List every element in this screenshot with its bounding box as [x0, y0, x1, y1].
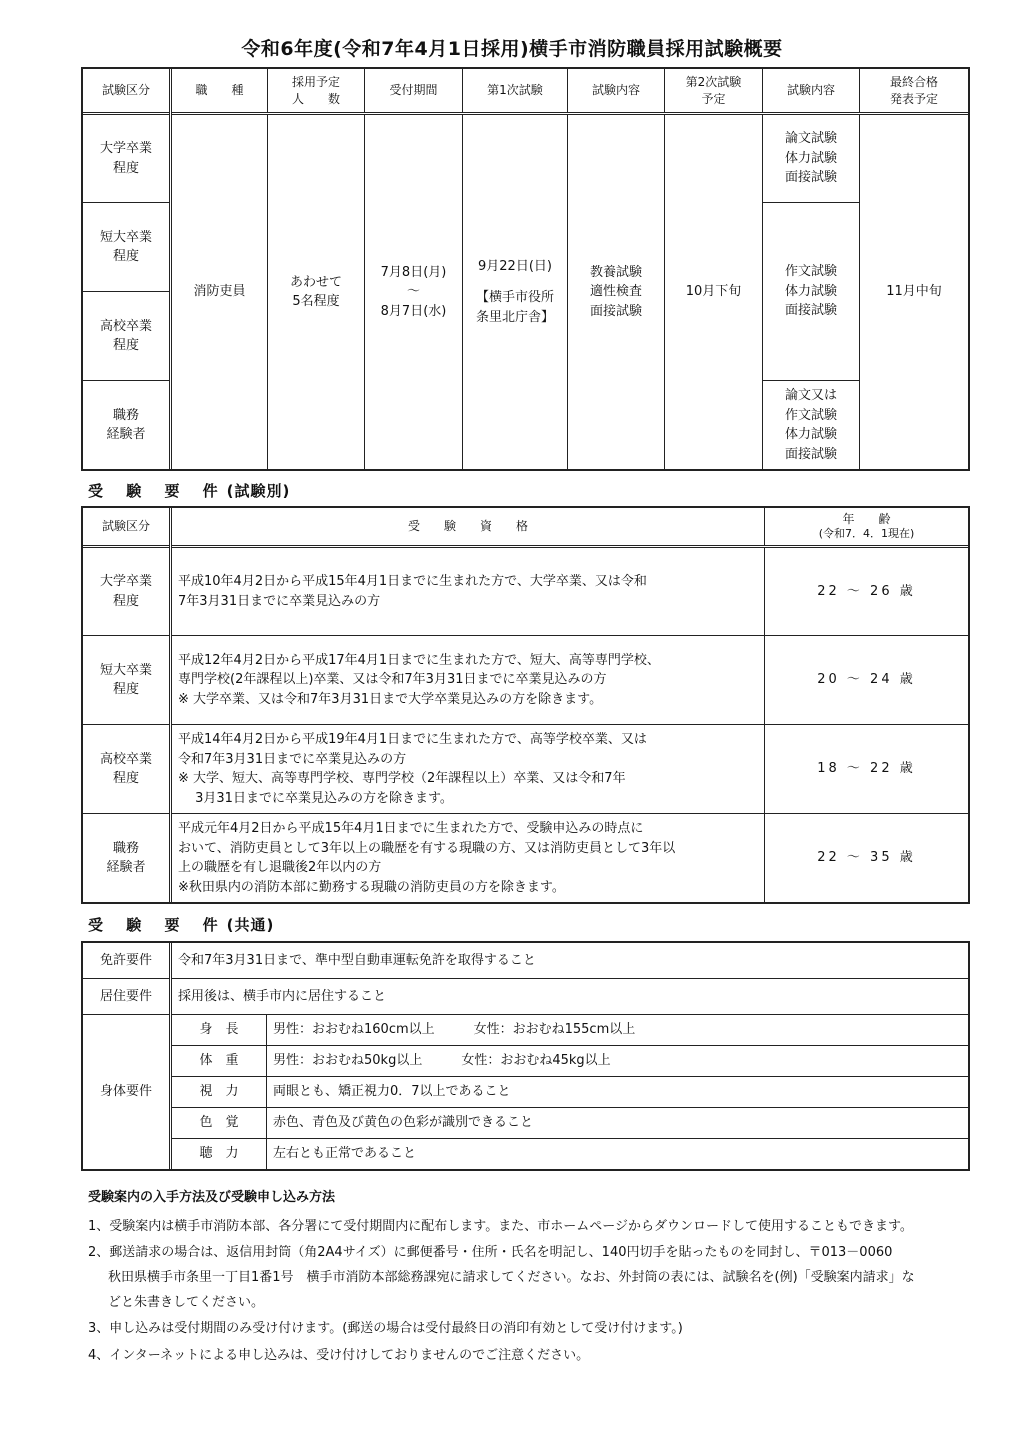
requirements-by-exam-table	[82, 507, 969, 903]
qualification-high-school: 平成14年4月2日から平成19年4月1日までに生まれた方で、高等学校卒業、又は 令和7年3月31日までに卒業見込みの方 ※ 大学、短大、高等専門学校、専門学校（2年課程以上）卒業、又は令和7年 3月31日までに卒業見込みの方を除きます。	[171, 725, 765, 814]
requirements-header-row	[83, 508, 969, 547]
category-junior-college: 短大卒業 程度	[83, 636, 171, 725]
header-exam1: 第1次試験	[463, 69, 568, 114]
schedule-row-university	[83, 114, 969, 203]
final-announcement: 11月中旬	[860, 114, 969, 470]
recruit-count: あわせて 5名程度	[268, 114, 365, 470]
requirement-row-junior-college	[83, 636, 969, 725]
requirement-row-high-school	[83, 725, 969, 814]
physical-row-weight	[83, 1046, 969, 1077]
note-item-3: 3、申し込みは受付期間のみ受け付けます。(郵送の場合は受付最終日の消印有効として受け付けます。)	[88, 1321, 683, 1337]
physical-text-weight: 男性：おおむね50kg以上 女性：おおむね45kg以上	[267, 1046, 969, 1077]
header-content2: 試験内容	[763, 69, 860, 114]
physical-item-weight: 体 重	[171, 1046, 267, 1077]
license-text: 令和7年3月31日まで、準中型自動車運転免許を取得すること	[171, 943, 969, 979]
residence-row	[83, 979, 969, 1015]
requirement-row-university	[83, 547, 969, 636]
physical-text-height: 男性：おおむね160cm以上 女性：おおむね155cm以上	[267, 1015, 969, 1046]
license-label: 免許要件	[83, 943, 171, 979]
category-experienced: 職務 経験者	[83, 814, 171, 903]
physical-item-vision: 視 力	[171, 1077, 267, 1108]
physical-text-color-vision: 赤色、青色及び黄色の色彩が識別できること	[267, 1108, 969, 1139]
note-item-4: 4、インターネットによる申し込みは、受け付けしておりませんのでご注意ください。	[88, 1348, 590, 1364]
header-recruit: 採用予定 人 数	[268, 69, 365, 114]
schedule-table	[82, 68, 969, 470]
physical-text-vision: 両眼とも、矯正視力0．7以上であること	[267, 1077, 969, 1108]
header-job: 職 種	[171, 69, 268, 114]
qualification-university: 平成10年4月2日から平成15年4月1日までに生まれた方で、大学卒業、又は令和 7年3月31日までに卒業見込みの方	[171, 547, 765, 636]
first-exam-date: 9月22日(日) 【横手市役所 条里北庁舎】	[463, 114, 568, 470]
category-experienced: 職務 経験者	[83, 381, 171, 470]
category-high-school: 高校卒業 程度	[83, 725, 171, 814]
physical-item-color-vision: 色 覚	[171, 1108, 267, 1139]
physical-row-color-vision	[83, 1108, 969, 1139]
section-heading-common-requirements: 受 験 要 件(共通)	[88, 916, 275, 934]
category-university: 大学卒業 程度	[83, 547, 171, 636]
physical-row-height	[83, 1015, 969, 1046]
note-item-2: 2、郵送請求の場合は、返信用封筒（角2A4サイズ）に郵便番号・住所・氏名を明記し、140円切手を貼ったものを同封し、〒013－0060 秋田県横手市条里一丁目1番1号 横手市消防本部総務課宛に請求してください。なお、外封筒の表には、試験名を(例)「受験案内請求」などと朱書きしてください。	[88, 1245, 915, 1310]
qualification-experienced: 平成元年4月2日から平成15年4月1日までに生まれた方で、受験申込みの時点に おいて、消防吏員として3年以上の職歴を有する現職の方、又は消防吏員として3年以 上の職歴を有し退職後2年以内の方 ※秋田県内の消防本部に勤務する現職の消防吏員の方を除きます。	[171, 814, 765, 903]
schedule-header-row	[83, 69, 969, 114]
age-range-junior-college: 20 ～ 24 歳	[765, 636, 969, 725]
second-exam-content-college-highschool: 作文試験 体力試験 面接試験	[763, 203, 860, 381]
requirement-row-experienced	[83, 814, 969, 903]
license-row	[83, 943, 969, 979]
age-range-experienced: 22 ～ 35 歳	[765, 814, 969, 903]
physical-text-hearing: 左右とも正常であること	[267, 1139, 969, 1170]
physical-item-height: 身 長	[171, 1015, 267, 1046]
age-range-university: 22 ～ 26 歳	[765, 547, 969, 636]
category-university: 大学卒業 程度	[83, 114, 171, 203]
second-exam-content-experienced: 論文又は 作文試験 体力試験 面接試験	[763, 381, 860, 470]
physical-row-vision	[83, 1077, 969, 1108]
header-category: 試験区分	[83, 508, 171, 547]
header-qualification: 受 験 資 格	[171, 508, 765, 547]
page-title: 令和6年度(令和7年4月1日採用)横手市消防職員採用試験概要	[241, 38, 783, 60]
header-content1: 試験内容	[568, 69, 665, 114]
physical-item-hearing: 聴 力	[171, 1139, 267, 1170]
application-notes	[88, 1186, 918, 1371]
section-heading-requirements-by-exam: 受 験 要 件(試験別)	[88, 482, 291, 500]
age-range-high-school: 18 ～ 22 歳	[765, 725, 969, 814]
category-junior-college: 短大卒業 程度	[83, 203, 171, 292]
second-exam-content-university: 論文試験 体力試験 面接試験	[763, 114, 860, 203]
physical-row-hearing	[83, 1139, 969, 1170]
first-exam-content: 教養試験 適性検査 面接試験	[568, 114, 665, 470]
notes-heading: 受験案内の入手方法及び受験申し込み方法	[88, 1190, 336, 1205]
header-age: 年 齢 (令和7．4．1現在)	[765, 508, 969, 547]
header-final: 最終合格 発表予定	[860, 69, 969, 114]
category-high-school: 高校卒業 程度	[83, 292, 171, 381]
physical-label: 身体要件	[83, 1015, 171, 1170]
header-exam2: 第2次試験 予定	[665, 69, 763, 114]
qualification-junior-college: 平成12年4月2日から平成17年4月1日までに生まれた方で、短大、高等専門学校、 専門学校(2年課程以上)卒業、又は令和7年3月31日までに卒業見込みの方 ※ 大学卒業、又は令和7年3月31日まで大学卒業見込みの方を除きます。	[171, 636, 765, 725]
header-category: 試験区分	[83, 69, 171, 114]
note-item-1: 1、受験案内は横手市消防本部、各分署にて受付期間内に配布します。また、市ホームページからダウンロードして使用することもできます。	[88, 1218, 913, 1234]
common-requirements-table	[82, 942, 969, 1170]
job-type: 消防吏員	[171, 114, 268, 470]
second-exam-date: 10月下旬	[665, 114, 763, 470]
residence-label: 居住要件	[83, 979, 171, 1015]
application-period: 7月8日(月) ～ 8月7日(水)	[365, 114, 463, 470]
header-period: 受付期間	[365, 69, 463, 114]
residence-text: 採用後は、横手市内に居住すること	[171, 979, 969, 1015]
